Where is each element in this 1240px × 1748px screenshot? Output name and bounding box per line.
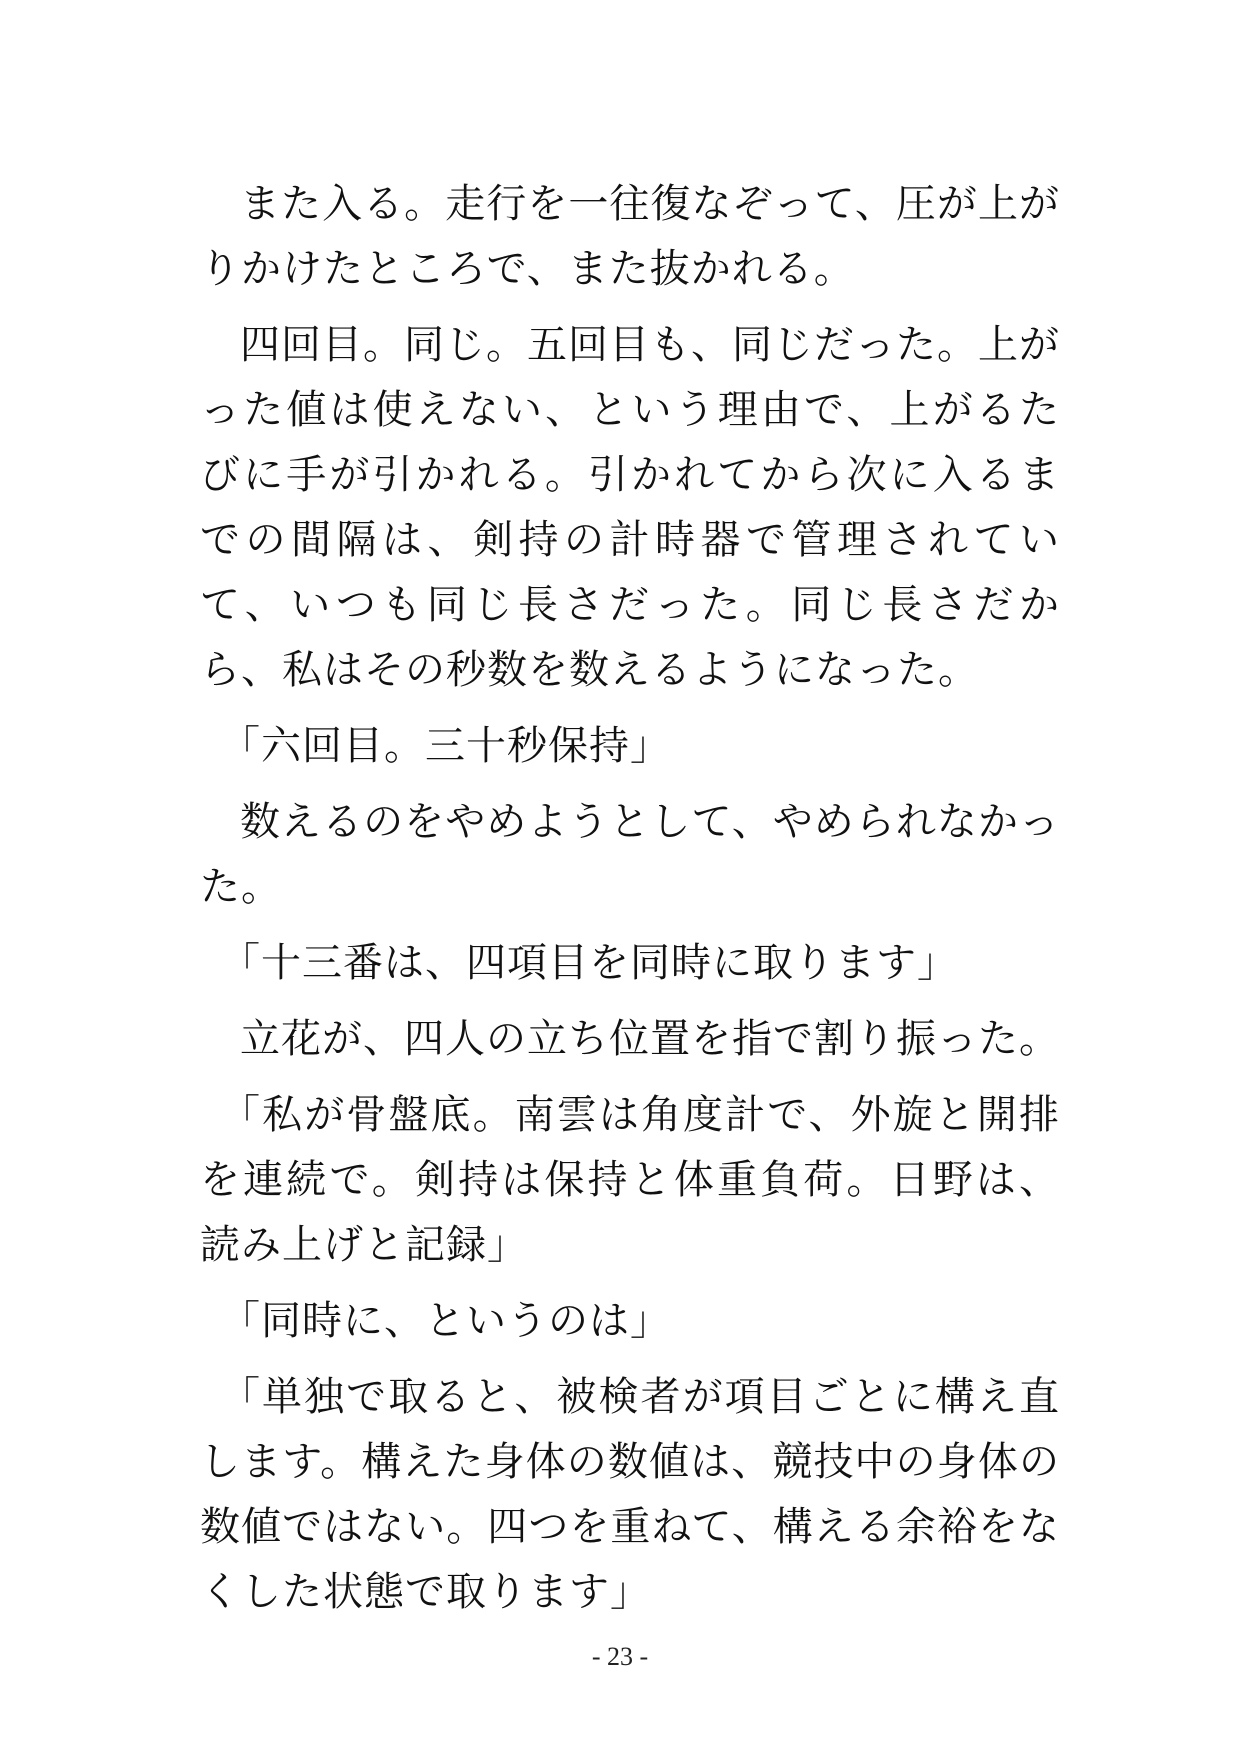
paragraph: 数えるのをやめようとして、やめられなかった。: [200, 799, 1060, 910]
page-number: - 23 -: [591, 1642, 649, 1671]
page-body: [200, 172, 1060, 1636]
dialogue-paragraph: 「六回目。三十秒保持」: [220, 723, 671, 769]
paragraph: また入る。走行を一往復なぞって、圧が上がりかけたところで、また抜かれる。: [200, 181, 1060, 292]
dialogue-paragraph: 「同時に、というのは」: [220, 1298, 671, 1344]
dialogue-paragraph: 「単独で取ると、被検者が項目ごとに構え直します。構えた身体の数値は、競技中の身体の数値ではない。四つを重ねて、構える余裕をなくした状態で取ります」: [200, 1374, 1060, 1615]
dialogue-paragraph: 「私が骨盤底。南雲は角度計で、外旋と開排を連続で。剣持は保持と体重負荷。日野は、読み上げと記録」: [200, 1092, 1060, 1268]
paragraph: 立花が、四人の立ち位置を指で割り振った。: [240, 1016, 1060, 1062]
dialogue-paragraph: 「十三番は、四項目を同時に取ります」: [220, 940, 958, 986]
paragraph: 四回目。同じ。五回目も、同じだった。上がった値は使えない、という理由で、上がるたびに手が引かれる。引かれてから次に入るまでの間隔は、剣持の計時器で管理されていて、いつも同じ長さだった。同じ長さだから、私はその秒数を数えるようになった。: [200, 322, 1060, 693]
